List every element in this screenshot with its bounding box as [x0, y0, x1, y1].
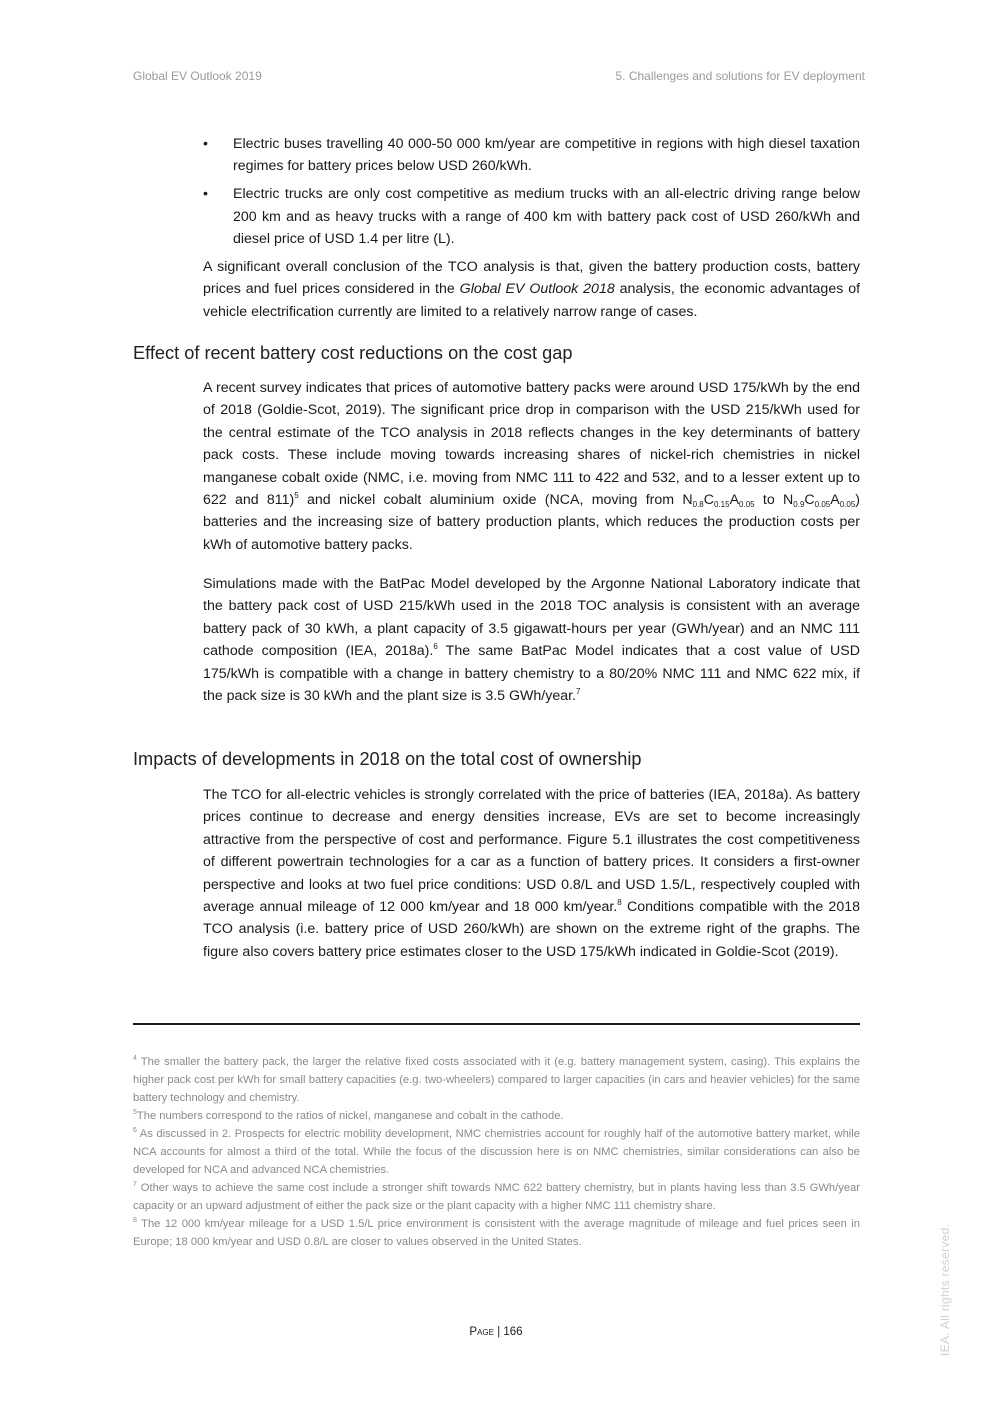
footnote-7: $^7$ Other ways to achieve the same cost include a stronger shift towards NMC 622 battery chemistry, but in plants having less than 3.5 GWh/year capacity or an upward adjustment of either the pack size or the plant capacity with a higher NMC 111 chemistry share. — [133, 1181, 860, 1212]
section-heading-tco-impacts: Impacts of developments in 2018 on the total cost of ownership — [133, 749, 642, 769]
footnote-4: $^4$ The smaller the battery pack, the larger the relative fixed costs associated with it (e.g. battery management system, casing). This explains the higher pack cost per kWh for small battery capacities (e.g. two-wheelers) compared to larger capacities (in cars and heavier vehicles) for the same battery technology and chemistry. — [133, 1055, 860, 1104]
page-label: Page — [469, 1326, 494, 1338]
bullet-item-trucks — [203, 183, 860, 250]
battery-survey-paragraph: A recent survey indicates that prices of automotive battery packs were around USD 175/kWh by the end of 2018 (Goldie-Scot, 2019). The significant price drop in comparison with the USD 215/kWh used for the central estimate of the TCO analysis in 2018 reflects changes in the key determinants of battery pack costs. These include moving towards increasing shares of nickel-rich chemistries in nickel manganese cobalt oxide (NMC, i.e. moving from NMC 111 to 422 and 532, and to a lesser extent up to 622 and 811)$^5$ and nickel cobalt aluminium oxide (NCA, moving from $N_{0.8}C_{0.15}A_{0.05}$ to $N_{0.9}C_{0.05}A_{0.05}$) batteries and the increasing size of battery production plants, which reduces the production costs per kWh of automotive battery packs. — [203, 380, 861, 553]
tco-conclusion-paragraph: A significant overall conclusion of the TCO analysis is that, given the battery production costs, battery prices and fuel prices considered in the Global EV Outlook 2018 analysis, the economic advantages of vehicle electrification currently are limited to a relatively narrow range of cases. — [203, 259, 861, 320]
footnote-ref-5[interactable]: 5 — [294, 491, 299, 501]
header-chapter-title: 5. Challenges and solutions for EV deployment — [615, 69, 865, 83]
footnotes — [133, 1053, 860, 1251]
bullet-text: Electric trucks are only cost competitive as medium trucks with an all-electric driving range below 200 km and as heavy trucks with a range of 400 km with battery pack cost of USD 260/kWh and diesel price of USD 1.4 per litre (L). — [233, 186, 860, 248]
footnote-ref-7[interactable]: 7 — [576, 687, 581, 697]
report-title-italic: Global EV Outlook 2018 — [459, 281, 615, 298]
footnote-6: $^6$ As discussed in 2. Prospects for electric mobility development, NMC chemistries account for roughly half of the automotive battery market, while NCA accounts for almost a third of the total. While the focus of the discussion here is on NMC chemistries, similar considerations can also be developed for NCA and advanced NCA chemistries. — [133, 1127, 860, 1176]
tco-impacts-paragraph: The TCO for all-electric vehicles is strongly correlated with the price of batteries (IEA, 2018a). As battery prices continue to decrease and energy densities increase, EVs are set to become increasingly attractive from the perspective of cost and performance. Figure 5.1 illustrates the cost competitiveness of different powertrain technologies for a car as a function of battery prices. It considers a first-owner perspective and looks at two fuel price conditions: USD 0.8/L and USD 1.5/L, respectively coupled with average annual mileage of 12 000 km/year and 18 000 km/year.$^8$ Conditions compatible with the 2018 TCO analysis (i.e. battery price of USD 260/kWh) are shown on the extreme right of the graphs. The figure also covers battery price estimates closer to the USD 175/kWh indicated in Goldie-Scot (2019). — [203, 787, 860, 960]
footnote-5: $^5$The numbers correspond to the ratios of nickel, manganese and cobalt in the cathode. — [133, 1109, 564, 1122]
footnote-8: $^8$ The 12 000 km/year mileage for a USD 1.5/L price environment is consistent with the average magnitude of mileage and fuel prices seen in Europe; 18 000 km/year and USD 0.8/L are closer to values observed in the United States. — [133, 1217, 860, 1248]
footnote-ref-8[interactable]: 8 — [617, 898, 622, 908]
footnote-ref-6[interactable]: 6 — [433, 642, 438, 652]
section-heading-battery-cost: Effect of recent battery cost reductions on the cost gap — [133, 343, 573, 363]
bullet-list — [203, 133, 860, 256]
footnote-divider — [133, 1023, 860, 1025]
page-footer: Page | 166 — [469, 1326, 523, 1338]
header-document-title: Global EV Outlook 2019 — [133, 69, 262, 83]
bullet-text: Electric buses travelling 40 000-50 000 km/year are competitive in regions with high diesel taxation regimes for battery prices below USD 260/kWh. — [233, 136, 860, 175]
bullet-item-buses — [203, 133, 860, 178]
copyright-watermark: IEA. All rights reserved. — [938, 1223, 952, 1356]
batpac-simulation-paragraph: Simulations made with the BatPac Model developed by the Argonne National Laboratory indicate that the battery pack cost of USD 215/kWh used in the 2018 TOC analysis is consistent with an average battery pack of 30 kWh, a plant capacity of 3.5 gigawatt-hours per year (GWh/year) and an NMC 111 cathode composition (IEA, 2018a).$^6$ The same BatPac Model indicates that a cost value of USD 175/kWh is compatible with a change in battery chemistry to a 80/20% NMC 111 and NMC 622 mix, if the pack size is 30 kWh and the plant size is 3.5 GWh/year.$^7$ — [203, 576, 860, 705]
bullet-marker: • — [203, 186, 208, 203]
page-number: 166 — [503, 1326, 523, 1338]
bullet-marker: • — [203, 136, 208, 152]
